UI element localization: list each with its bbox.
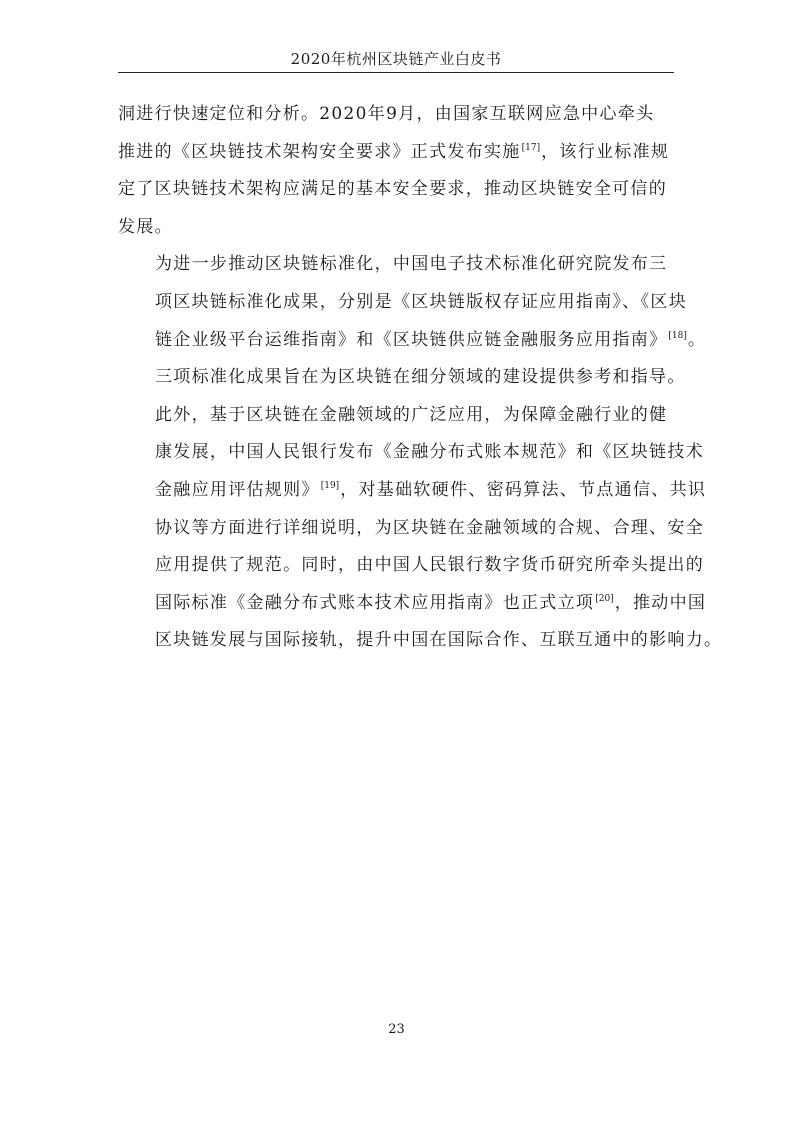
paragraph-3 [118,397,723,660]
text-line [118,284,687,322]
text-line [118,622,723,660]
text-segment: 康发展，中国人民银行发布《金融分布式账本规范》和《区块链技术 [155,442,704,463]
text-segment: ，对基础软硬件、密码算法、节点通信、共识 [340,479,707,500]
text-line [118,397,674,435]
text-line [118,510,704,548]
citation-reference[interactable]: [17] [521,142,541,153]
text-line [118,322,707,360]
text-line [118,434,704,472]
text-segment: 为进一步推动区块链标准化，中国电子技术标准化研究院发布三 [155,254,668,275]
text-segment: 应用提供了规范。同时，由中国人民银行数字货币研究所牵头提出的 [155,555,704,576]
text-segment: 三项标准化成果旨在为区块链在细分领域的建设提供参考和指导。 [155,367,686,388]
text-line [118,246,674,284]
text-line [118,585,707,623]
citation-reference[interactable]: [19] [320,480,340,491]
text-segment: 发展。 [118,216,173,237]
text-segment: 项区块链标准化成果，分别是《区块链版权存证应用指南》、《区块 [155,291,687,312]
text-segment: 推进的《区块链技术架构安全要求》正式发布实施 [118,141,521,162]
text-line [118,134,674,172]
text-segment: 金融应用评估规则》 [155,479,320,500]
text-line [118,472,707,510]
text-segment: 协议等方面进行详细说明，为区块链在金融领域的合规、合理、安全 [155,517,704,538]
citation-reference[interactable]: [18] [668,330,687,341]
paragraph-2 [118,246,707,396]
page-header [118,44,674,72]
text-segment: 链企业级平台运维指南》和《区块链供应链金融服务应用指南》 [155,329,668,350]
paragraph-1 [118,96,674,246]
text-segment: 。 [687,329,707,350]
text-segment: 国际标准《金融分布式账本技术应用指南》也正式立项 [155,592,595,613]
text-segment: ，推动中国 [614,592,707,613]
body-text [118,96,723,660]
header-title: 2020年杭州区块链产业白皮书 [290,50,502,68]
page-number: 23 [388,1022,405,1037]
text-segment: ，该行业标准规 [541,141,670,162]
text-line [118,547,704,585]
citation-reference[interactable]: [20] [595,593,614,604]
text-line [118,209,674,247]
text-segment: 此外，基于区块链在金融领域的广泛应用，为保障金融行业的健 [155,404,668,425]
text-segment: 定了区块链技术架构应满足的基本安全要求，推动区块链安全可信的 [118,179,667,200]
text-line [118,96,674,134]
text-segment: 洞进行快速定位和分析。2020年9月，由国家互联网应急中心牵头 [118,104,655,124]
text-line [118,171,674,209]
header-rule [118,72,674,73]
text-line [118,359,686,397]
text-segment: 区块链发展与国际接轨，提升中国在国际合作、互联互通中的影响力。 [155,630,723,651]
